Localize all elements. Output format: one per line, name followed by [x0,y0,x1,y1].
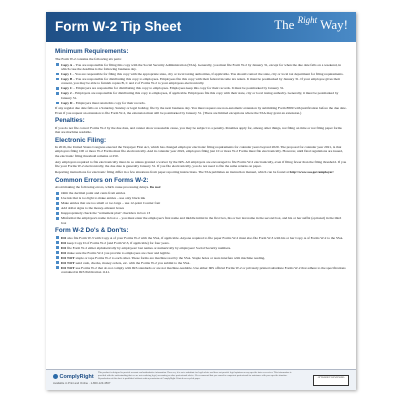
sheet-footer [46,369,356,390]
efiling-paragraph: In 2016, the United States Congress enacted the Taxpayer First Act, which has changed employer electronic filing requirements for calendar years beyond 2020. The proposal for calendar year 2021, is that employers filing 100 or more W-2 Forms must file electronically. And in calendar year 2022, employers filing just 10 or more W-2 Forms must file electronically. However, until final regulations are issued, the electronic filing threshold remains at 250. [55,145,343,158]
list-item: DO keep Copy D of Forms W-2 (and Form W-3, if applicable) for four years. [55,241,347,245]
list-item: Use ink that is too light to make entries – use only black ink [55,196,347,200]
brand-logo: The $^{Right}$ Way! [274,15,348,32]
square-bullet-icon [56,207,59,210]
legal-disclaimer: This product is designed to provide accurate and authoritative information. However, it is not a substitute for legal advice and does not provide legal opinions on any specific facts or services. This information is provided with the understanding that we are not rendering legal, accounting or other professional advice. We recommend that you consult a competent professional for assistance with your specific situation. Reproduction of this sheet is prohibited without written permission of ComplyRight. Printed on recycled paper. [98,372,292,380]
square-bullet-icon [56,256,59,259]
brand-mark-icon [53,374,58,379]
efiling-paragraph: Any employers required to file electronically must do so unless granted a waiver by the IRS. All employers are encouraged to file Forms W-2 electronically, even if filing fewer than the filing threshold. If you file your Forms W-2 electronically, the due date is generally January 31. If you file electronically, you do not need to file the same returns on paper. [55,159,347,169]
efiling-paragraph: Reporting instructions for electronic filing differ in a few situations from paper reporting instructions. The SSA publishes an instruction manual, which can be found at http://www.ssa.gov/employer/ [55,170,334,175]
square-bullet-icon [56,212,59,215]
list-item: DO file Form W-2 either alphabetically by employees' last names or numerically by employees' Social Security numbers. [55,246,347,250]
sheet-content [46,42,356,274]
square-bullet-icon [56,87,59,90]
errors-list [55,191,347,225]
attorney-reviewed-badge: ATTORNEY REVIEWED [313,375,349,386]
square-bullet-icon [56,266,59,269]
square-bullet-icon [56,192,59,195]
list-item: Make entries that are too small or too large – use 12-point Courier font [55,201,347,205]
requirements-intro: The Form W-2 contains the following six parts: [55,56,122,61]
complyright-logo: ComplyRight [53,374,94,380]
errors-intro: Avoid making the following errors, which cause processing delays. Do not: [55,185,162,190]
list-item: Copy A – You are responsible for filing this copy with the Social Security Administration (SSA). Generally, you must file Form W-2 by January 31, except for when the due date falls on a weekend, in which case the deadline is the following business day. [55,63,347,72]
list-item: Add dollar signs to the money-amount boxes [55,206,347,210]
list-item: Copy 1 – You are responsible for filing this copy with the appropriate state, city or local taxing authorities, if applicable. You should contact the state, city or local tax department for filing requirements. [55,72,347,76]
list-item: DO make sure the Forms W-2 you provide to employees are clear and legible. [55,251,347,255]
square-bullet-icon [56,102,59,105]
dosdonts-list [55,236,347,275]
ssa-link[interactable]: http://www.ssa.gov/employer/ [289,170,334,175]
page-title: Form W-2 Tip Sheet [55,19,182,34]
requirements-heading: Minimum Requirements: [55,48,129,56]
square-bullet-icon [56,251,59,254]
list-item: DO NOT use Forms W-2 that do not comply with IRS standards or are not machine-readable. Use either IRS official Forms W-2 or privately printed substitute Forms W-2 that adhere to the specifications contained in IRS Publication 1141. [55,266,347,275]
list-item: Copy B – You are responsible for distributing this copy to employees. Employees file this copy with their federal income tax return. It must be postmarked by January 31. If your employee gives their consent, you may be able to furnish copies B, C and 2 of Forms W-2 to your employees electronically. [55,77,347,86]
square-bullet-icon [56,236,59,239]
list-item: Misformat the employee's name in box e – you must enter the employee's first name and middle initial in the first box, his or her last name in the second box, and his or her suffix (optional) in the third box [55,216,347,225]
efiling-heading: Electronic Filing: [55,136,107,144]
requirements-list [55,63,347,106]
square-bullet-icon [56,73,59,76]
square-bullet-icon [56,92,59,95]
footer-contact: Available in Print and Online · 1-800-123-4567 [53,381,111,385]
list-item: Copy 2 – Employers are responsible for distributing this copy to employees, if applicable. Employees file this copy with their state, city or local taxing authority. Generally, it must be postmarked by January 31. [55,91,347,100]
square-bullet-icon [56,63,59,66]
square-bullet-icon [56,241,59,244]
list-item: DO also file Form W-3 with Copy A of your Forms W-2 with the SSA, if applicable. Anyone required to file paper Forms W-2 must also file Form W-3 with his or her Copy A of Forms W-2 to the SSA. [55,236,347,240]
list-item: DO NOT send cash, checks, money orders, etc. with the Forms W-2 you submit to the SSA. [55,261,347,265]
square-bullet-icon [56,202,59,205]
square-bullet-icon [56,246,59,249]
errors-heading: Common Errors on Forms W-2: [55,177,149,185]
due-date-note: If any regular due date falls on a Saturday, Sunday or legal holiday, file by the next business day. You must request one non-automatic extension by submitting Form 8809 with justification before the due date. Even if you request an extension to file Form W-2, the extension must still be postmarked by January 31. (There are limited exceptions where the SSA may grant an extension.) [55,106,347,115]
square-bullet-icon [56,217,59,220]
penalties-text: If you do not file correct Forms W-2 by the due date, and cannot show reasonable cause, you may be subject to a penalty. Penalties apply for, among other things, not filing on time or not filing paper forms that are machine readable. [55,125,342,135]
square-bullet-icon [56,261,59,264]
square-bullet-icon [56,78,59,81]
tip-sheet [46,12,356,390]
list-item: Omit the decimal point and cents from entries [55,191,347,195]
title-banner [46,12,356,42]
square-bullet-icon [56,197,59,200]
list-item: Copy D – Employers must retain this copy for their records. [55,101,347,105]
list-item: DO NOT staple or tape Forms W-2 to each other. These forms are machine read by the SSA. Staple holes or tears interfere with machine reading. [55,256,347,260]
penalties-heading: Penalties: [55,117,85,125]
dosdonts-heading: Form W-2 Do's & Don'ts: [55,227,129,235]
list-item: Inappropriately check the "retirement plan" checkbox in box 13 [55,211,347,215]
list-item: Copy C – Employers are responsible for distributing this copy to employees. Employees keep this copy for their records. It must be postmarked by January 31. [55,86,347,90]
